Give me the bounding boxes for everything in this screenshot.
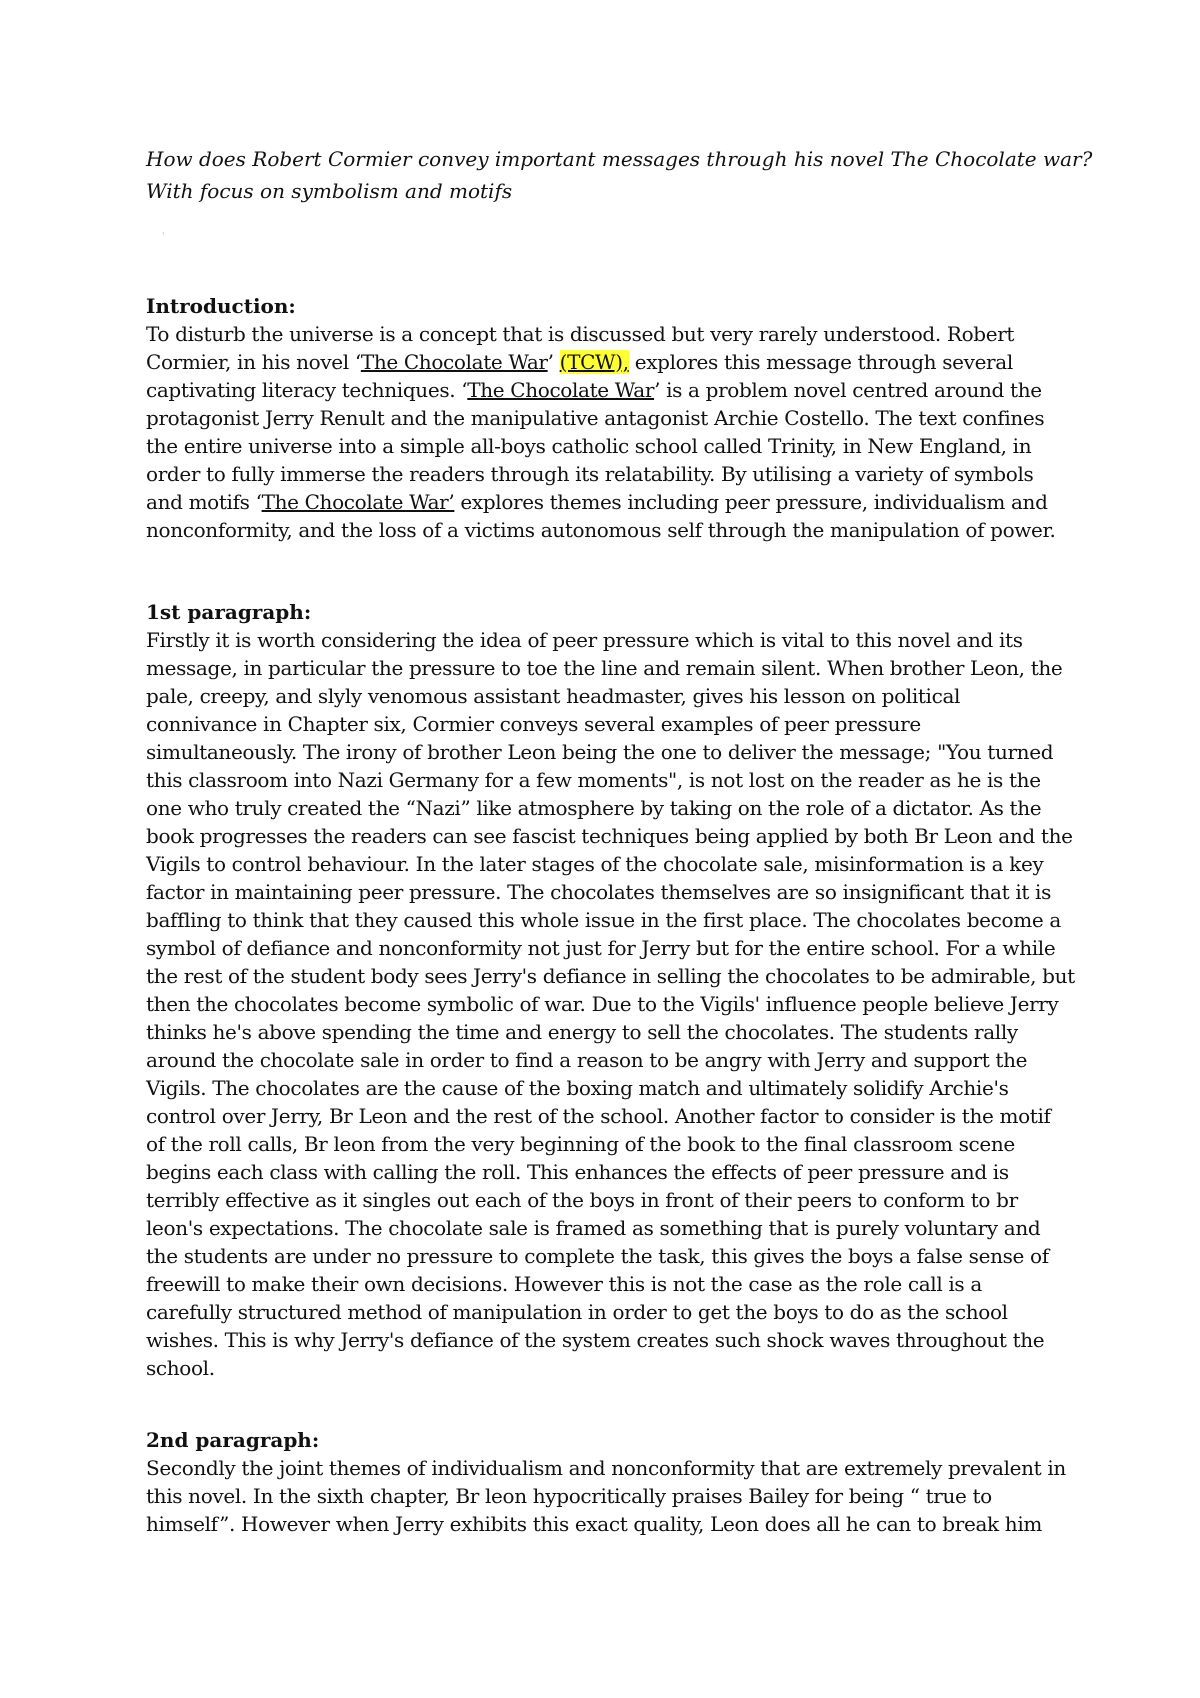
first-paragraph-section: [146, 598, 1106, 1382]
second-paragraph-heading: 2nd paragraph:: [146, 1428, 320, 1452]
paragraph-line: connivance in Chapter six, Cormier conveys several examples of peer pressure: [146, 712, 921, 736]
underlined-title: The Chocolate War’: [261, 490, 455, 514]
title-line-1: How does Robert Cormier convey important messages through his novel The Chocolate war?: [146, 147, 1093, 171]
intro-line: nonconformity, and the loss of a victims autonomous self through the manipulation of power.: [146, 518, 1056, 542]
text-run: Cormier, in his novel ‘: [146, 350, 361, 374]
paragraph-line: control over Jerry, Br Leon and the rest of the school. Another factor to consider is the motif: [146, 1104, 1051, 1128]
intro-line: [146, 348, 1106, 376]
text-run: captivating literacy techniques. ‘: [146, 378, 468, 402]
intro-line: [146, 488, 1106, 516]
first-paragraph-heading: 1st paragraph:: [146, 600, 312, 624]
text-run: and motifs ‘: [146, 490, 262, 514]
paragraph-line: Vigils to control behaviour. In the later stages of the chocolate sale, misinformation is a key: [146, 852, 1044, 876]
paragraph-line: book progresses the readers can see fascist techniques being applied by both Br Leon and the: [146, 824, 1073, 848]
paragraph-line: Vigils. The chocolates are the cause of the boxing match and ultimately solidify Archie's: [146, 1076, 1009, 1100]
paragraph-line: the rest of the student body sees Jerry's defiance in selling the chocolates to be admirable, but: [146, 964, 1075, 988]
paragraph-line: freewill to make their own decisions. However this is not the case as the role call is a: [146, 1272, 982, 1296]
first-paragraph-body: [146, 626, 1106, 1382]
paragraph-line: himself”. However when Jerry exhibits this exact quality, Leon does all he can to break him: [146, 1512, 1043, 1536]
text-run: explores this message through several: [628, 350, 1013, 374]
paragraph-line: pale, creepy, and slyly venomous assistant headmaster, gives his lesson on political: [146, 684, 961, 708]
paragraph-line: baffling to think that they caused this whole issue in the first place. The chocolates become a: [146, 908, 1061, 932]
underlined-title: The Chocolate War: [360, 350, 548, 374]
second-paragraph-body: [146, 1454, 1106, 1538]
paragraph-line: carefully structured method of manipulation in order to get the boys to do as the school: [146, 1300, 1008, 1324]
paragraph-line: leon's expectations. The chocolate sale is framed as something that is purely voluntary and: [146, 1216, 1041, 1240]
paragraph-line: then the chocolates become symbolic of war. Due to the Vigils' influence people believe Jerry: [146, 992, 1059, 1016]
text-run: ’ is a problem novel centred around the: [654, 378, 1042, 402]
paragraph-line: thinks he's above spending the time and energy to sell the chocolates. The students rally: [146, 1020, 1018, 1044]
intro-line: the entire universe into a simple all-boys catholic school called Trinity, in New England, in: [146, 434, 1032, 458]
paragraph-line: message, in particular the pressure to toe the line and remain silent. When brother Leon, the: [146, 656, 1063, 680]
paragraph-line: Secondly the joint themes of individualism and nonconformity that are extremely prevalent in: [146, 1456, 1066, 1480]
paragraph-line: one who truly created the “Nazi” like atmosphere by taking on the role of a dictator. As the: [146, 796, 1042, 820]
text-run: explores themes including peer pressure, individualism and: [454, 490, 1048, 514]
paragraph-line: this novel. In the sixth chapter, Br leon hypocritically praises Bailey for being “ true to: [146, 1484, 992, 1508]
paragraph-line: around the chocolate sale in order to find a reason to be angry with Jerry and support the: [146, 1048, 1028, 1072]
paragraph-line: Firstly it is worth considering the idea of peer pressure which is vital to this novel and its: [146, 628, 1023, 652]
paragraph-line: simultaneously. The irony of brother Leon being the one to deliver the message; "You turned: [146, 740, 1054, 764]
underlined-title: The Chocolate War: [467, 378, 655, 402]
introduction-heading: Introduction:: [146, 294, 296, 318]
paragraph-line: the students are under no pressure to complete the task, this gives the boys a false sense of: [146, 1244, 1049, 1268]
intro-line: protagonist Jerry Renult and the manipulative antagonist Archie Costello. The text confines: [146, 406, 1045, 430]
stray-mark: ': [162, 232, 165, 242]
highlighted-abbreviation: (TCW),: [559, 350, 629, 374]
paragraph-line: factor in maintaining peer pressure. The chocolates themselves are so insignificant that it is: [146, 880, 1052, 904]
title-line-2: With focus on symbolism and motifs: [146, 179, 513, 203]
introduction-section: [146, 292, 1106, 544]
paragraph-line: terribly effective as it singles out each of the boys in front of their peers to conform to br: [146, 1188, 1018, 1212]
paragraph-line: school.: [146, 1356, 215, 1380]
paragraph-line: wishes. This is why Jerry's defiance of the system creates such shock waves throughout the: [146, 1328, 1045, 1352]
paragraph-line: of the roll calls, Br leon from the very beginning of the book to the final classroom scene: [146, 1132, 1015, 1156]
paragraph-line: begins each class with calling the roll. This enhances the effects of peer pressure and is: [146, 1160, 1009, 1184]
intro-line: [146, 376, 1106, 404]
paragraph-line: symbol of defiance and nonconformity not just for Jerry but for the entire school. For a while: [146, 936, 1056, 960]
essay-title: [146, 143, 1106, 207]
intro-line: order to fully immerse the readers through its relatability. By utilising a variety of symbols: [146, 462, 1034, 486]
paragraph-line: this classroom into Nazi Germany for a few moments", is not lost on the reader as he is the: [146, 768, 1041, 792]
second-paragraph-section: [146, 1426, 1106, 1538]
text-run: ’: [547, 350, 560, 374]
intro-line: To disturb the universe is a concept that is discussed but very rarely understood. Robert: [146, 322, 1015, 346]
